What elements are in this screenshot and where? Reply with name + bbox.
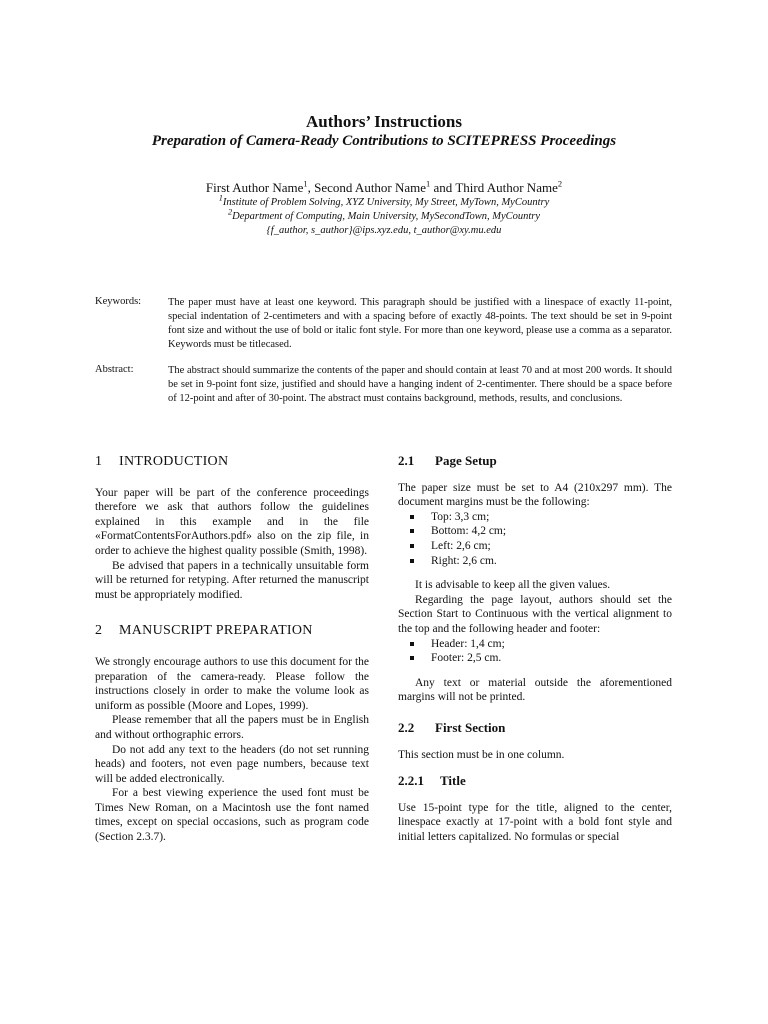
section-title: MANUSCRIPT PREPARATION	[119, 623, 313, 639]
author-affiliation-mark: 2	[557, 178, 563, 189]
author-affiliation-mark: 1	[426, 178, 431, 189]
section-heading-introduction	[95, 455, 369, 470]
section-heading-manuscript	[95, 624, 369, 639]
paper-title: Authors’ Instructions	[305, 112, 462, 131]
list-item: Header: 1,4 cm;	[398, 637, 672, 652]
manuscript-paragraph-2: Please remember that all the papers must be in English and without orthographic errors.	[95, 714, 369, 741]
subsubsection-title: Title	[440, 773, 466, 789]
abstract-label: Abstract:	[95, 364, 134, 375]
subsection-title: First Section	[435, 719, 506, 735]
subsubsection-heading-title	[398, 774, 672, 789]
author-emails: {f_author, s_author}@ips.xyz.edu, t_author@xy.mu.edu	[266, 225, 502, 236]
author-list	[0, 180, 768, 196]
first-section-paragraph: This section must be in one column.	[398, 748, 565, 761]
keywords-label: Keywords:	[95, 296, 142, 307]
affiliation-1	[0, 193, 768, 208]
section-title: INTRODUCTION	[119, 454, 229, 469]
page-setup-paragraph-3: Regarding the page layout, authors should set the Section Start to Continuous with the vertical alignment to the top and the following header and footer:	[398, 593, 672, 635]
author-name: Second Author Name	[314, 180, 427, 195]
subsection-number: 2.1	[398, 453, 415, 468]
manuscript-paragraph-1: We strongly encourage authors to use this document for the preparation of the camera-ready. Please follow the instructions closely in order to make the volume look as uniform as possible (Moore and Lopes, 1999).	[95, 655, 369, 712]
margins-list	[398, 510, 672, 568]
subsection-heading-first-section	[398, 721, 672, 736]
author-separator: ,	[307, 180, 315, 195]
manuscript-paragraph-4: For a best viewing experience the used font must be Times New Roman, on a Macintosh use the font named times, except on special occasions, such as program code (Section 2.3.7).	[95, 787, 369, 844]
section-number: 1	[95, 454, 103, 469]
section-number: 2	[95, 623, 103, 639]
left-column	[95, 455, 369, 845]
affiliation-2	[0, 207, 768, 222]
paper-subtitle: Preparation of Camera-Ready Contributions to SCITEPRESS Proceedings	[151, 133, 617, 149]
list-item: Left: 2,6 cm;	[398, 539, 672, 554]
affiliation-text: Department of Computing, Main University, MySecondTown, MyCountry	[232, 211, 541, 222]
affiliation-mark: 2	[227, 207, 233, 217]
author-affiliation-mark: 1	[303, 178, 308, 189]
page-setup-paragraph-4: Any text or material outside the aforementioned margins will not be printed.	[398, 676, 672, 704]
right-column	[398, 454, 672, 844]
keywords-text: The paper must have at least one keyword. This paragraph should be justified with a linespace of exactly 11-point, special indentation of 2-centimeters and with a spacing before of exactly 48-points. The text should be set in 9-point font size and without the use of bold or italic font style. For more than one keyword, please use a comma as a separator. Keywords must be titlecased.	[168, 297, 672, 350]
list-item: Bottom: 4,2 cm;	[398, 524, 672, 539]
title-section-paragraph: Use 15-point type for the title, aligned to the center, linespace exactly at 17-point with a bold font style and initial letters capitalized. No formulas or special	[398, 801, 672, 843]
list-item: Footer: 2,5 cm.	[398, 651, 672, 666]
author-separator: and	[430, 180, 456, 195]
author-name: First Author Name	[205, 180, 304, 195]
page-setup-paragraph-2: It is advisable to keep all the given values.	[415, 579, 611, 592]
subsection-title: Page Setup	[435, 453, 497, 468]
affiliation-text: Institute of Problem Solving, XYZ University, My Street, MyTown, MyCountry	[222, 197, 550, 208]
author-name: Third Author Name	[455, 180, 558, 195]
list-item: Top: 3,3 cm;	[398, 510, 672, 525]
list-item: Right: 2,6 cm.	[398, 554, 672, 569]
subsubsection-number: 2.2.1	[398, 773, 424, 789]
abstract-text: The abstract should summarize the contents of the paper and should contain at least 70 and at most 200 words. It should be set in 9-point font size, justified and should have a hanging indent of 2-centimenter. There should be a space before of 12-point and after of 30-point. The abstract must contains background, methods, results, and conclusions.	[168, 365, 672, 404]
intro-paragraph-1: Your paper will be part of the conference proceedings therefore we ask that authors follow the guidelines explained in this example and in the file «FormatContentsForAuthors.pdf» also on the zip file, in order to achieve the highest quality possible (Smith, 1998).	[95, 486, 369, 557]
subsection-heading-page-setup	[398, 454, 672, 469]
intro-paragraph-2: Be advised that papers in a technically unsuitable form will be returned for retyping. After returned the manuscript must be appropriately modified.	[95, 559, 369, 601]
manuscript-paragraph-3: Do not add any text to the headers (do not set running heads) and footers, not even page numbers, because text will be added electronically.	[95, 743, 369, 785]
page-setup-paragraph-1: The paper size must be set to A4 (210x297 mm). The document margins must be the following:	[398, 481, 672, 509]
header-footer-list	[398, 637, 672, 666]
affiliation-mark: 1	[218, 193, 223, 203]
subsection-number: 2.2	[398, 719, 415, 735]
